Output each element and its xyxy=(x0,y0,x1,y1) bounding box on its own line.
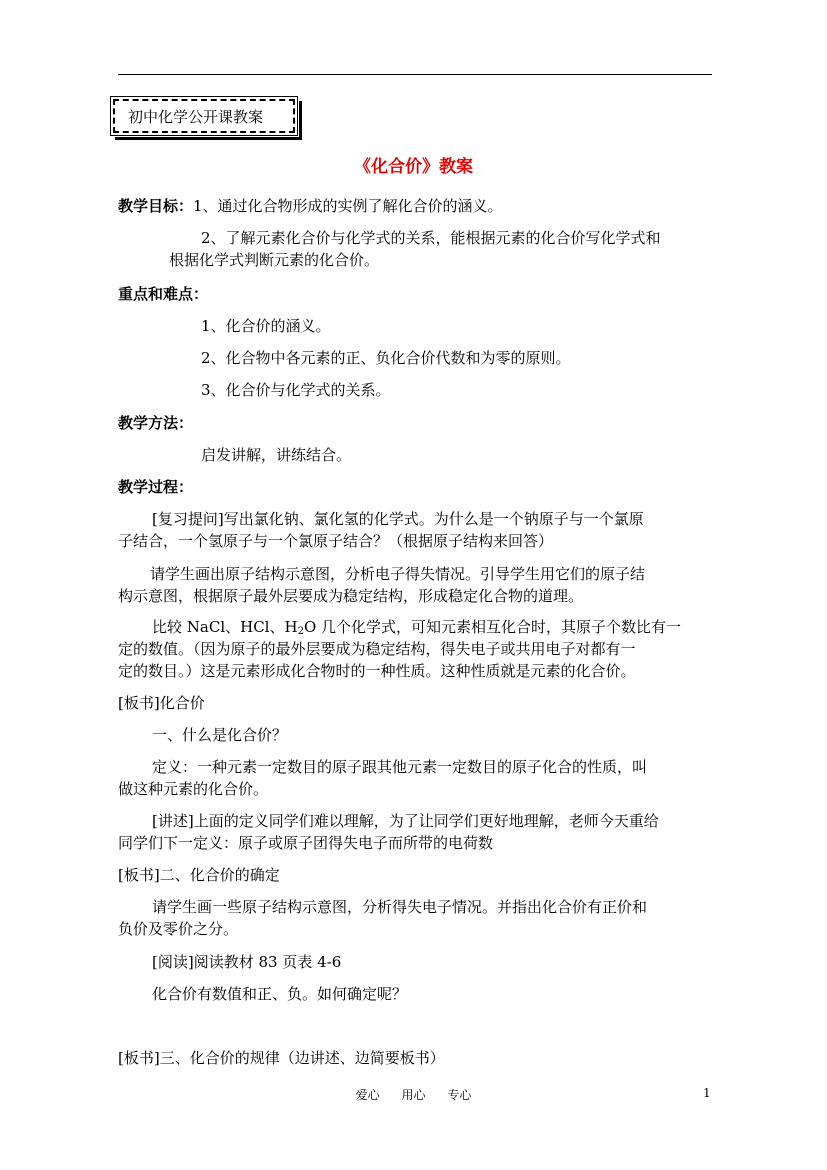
paragraph-3a-subscript: 2 xyxy=(297,626,304,637)
goals-label: 教学目标： xyxy=(118,197,194,215)
document-title: 《化合价》教案 xyxy=(354,157,473,177)
paragraph-3a-pre: 比较 NaCl、HCl、H xyxy=(152,618,298,636)
paragraph-4a: 请学生画一些原子结构示意图，分析得失电子情况。并指出化合价有正价和 xyxy=(152,898,648,916)
board-note-1: [板书]化合价 xyxy=(118,694,205,712)
footer-item-3: 专心 xyxy=(447,1088,472,1102)
keypoint-item-2: 2、化合物中各元素的正、负化合价代数和为零的原则。 xyxy=(201,349,571,367)
header-box xyxy=(110,96,298,136)
keypoints-label: 重点和难点： xyxy=(118,285,209,303)
goals-item-2b: 根据化学式判断元素的化合价。 xyxy=(169,251,380,269)
page-number: 1 xyxy=(703,1086,711,1100)
lecture-a: [讲述]上面的定义同学们难以理解，为了让同学们更好地理解，老师今天重给 xyxy=(152,812,659,830)
review-question-b: 子结合，一个氢原子与一个氯原子结合？（根据原子结构来回答） xyxy=(118,532,554,550)
paragraph-3a-post: O 几个化学式，可知元素相互化合时，其原子个数比有一 xyxy=(303,618,682,636)
paragraph-4b: 负价及零价之分。 xyxy=(118,920,239,938)
board-note-2: [板书]二、化合价的确定 xyxy=(118,866,280,884)
keypoint-item-3: 3、化合价与化学式的关系。 xyxy=(201,381,391,399)
header-box-shadow xyxy=(299,101,302,140)
paragraph-2b: 构示意图，根据原子最外层要成为稳定结构，形成稳定化合物的道理。 xyxy=(118,587,584,605)
reading-note: [阅读]阅读教材 83 页表 4-6 xyxy=(152,953,342,971)
process-label: 教学过程： xyxy=(118,478,194,496)
definition-b: 做这种元素的化合价。 xyxy=(118,780,269,798)
question-1: 一、什么是化合价？ xyxy=(152,726,288,744)
method-label: 教学方法： xyxy=(118,414,194,432)
paragraph-3c: 定的数目。）这是元素形成化合物时的一种性质。这种性质就是元素的化合价。 xyxy=(118,662,636,680)
footer-item-1: 爱心 xyxy=(355,1088,380,1102)
goals-line-1 xyxy=(118,195,503,216)
method-text: 启发讲解，讲练结合。 xyxy=(201,446,352,464)
keypoint-item-1: 1、化合价的涵义。 xyxy=(201,317,331,335)
definition-a: 定义：一种元素一定数目的原子跟其他元素一定数目的原子化合的性质，叫 xyxy=(152,758,648,776)
header-rule xyxy=(118,74,712,75)
question-2: 化合价有数值和正、负。如何确定呢？ xyxy=(152,985,408,1003)
board-note-3: [板书]三、化合价的规律（边讲述、边简要板书） xyxy=(118,1049,445,1067)
review-question-a: [复习提问]写出氯化钠、氯化氢的化学式。为什么是一个钠原子与一个氯原 xyxy=(152,510,644,528)
goals-item-2a: 2、了解元素化合价与化学式的关系，能根据元素的化合价写化学式和 xyxy=(201,229,661,247)
lecture-b: 同学们下一定义：原子或原子团得失电子而所带的电荷数 xyxy=(118,834,494,852)
paragraph-3a xyxy=(152,616,681,637)
paragraph-3b: 定的数值。（因为原子的最外层要成为稳定结构，得失电子或共用电子对都有一 xyxy=(118,640,636,658)
paragraph-2a: 请学生画出原子结构示意图，分析电子得失情况。引导学生用它们的原子结 xyxy=(150,565,646,583)
footer-item-2: 用心 xyxy=(401,1088,426,1102)
header-label: 初中化学公开课教案 xyxy=(128,108,264,126)
goals-item-1: 1、通过化合物形成的实例了解化合价的涵义。 xyxy=(193,197,503,215)
